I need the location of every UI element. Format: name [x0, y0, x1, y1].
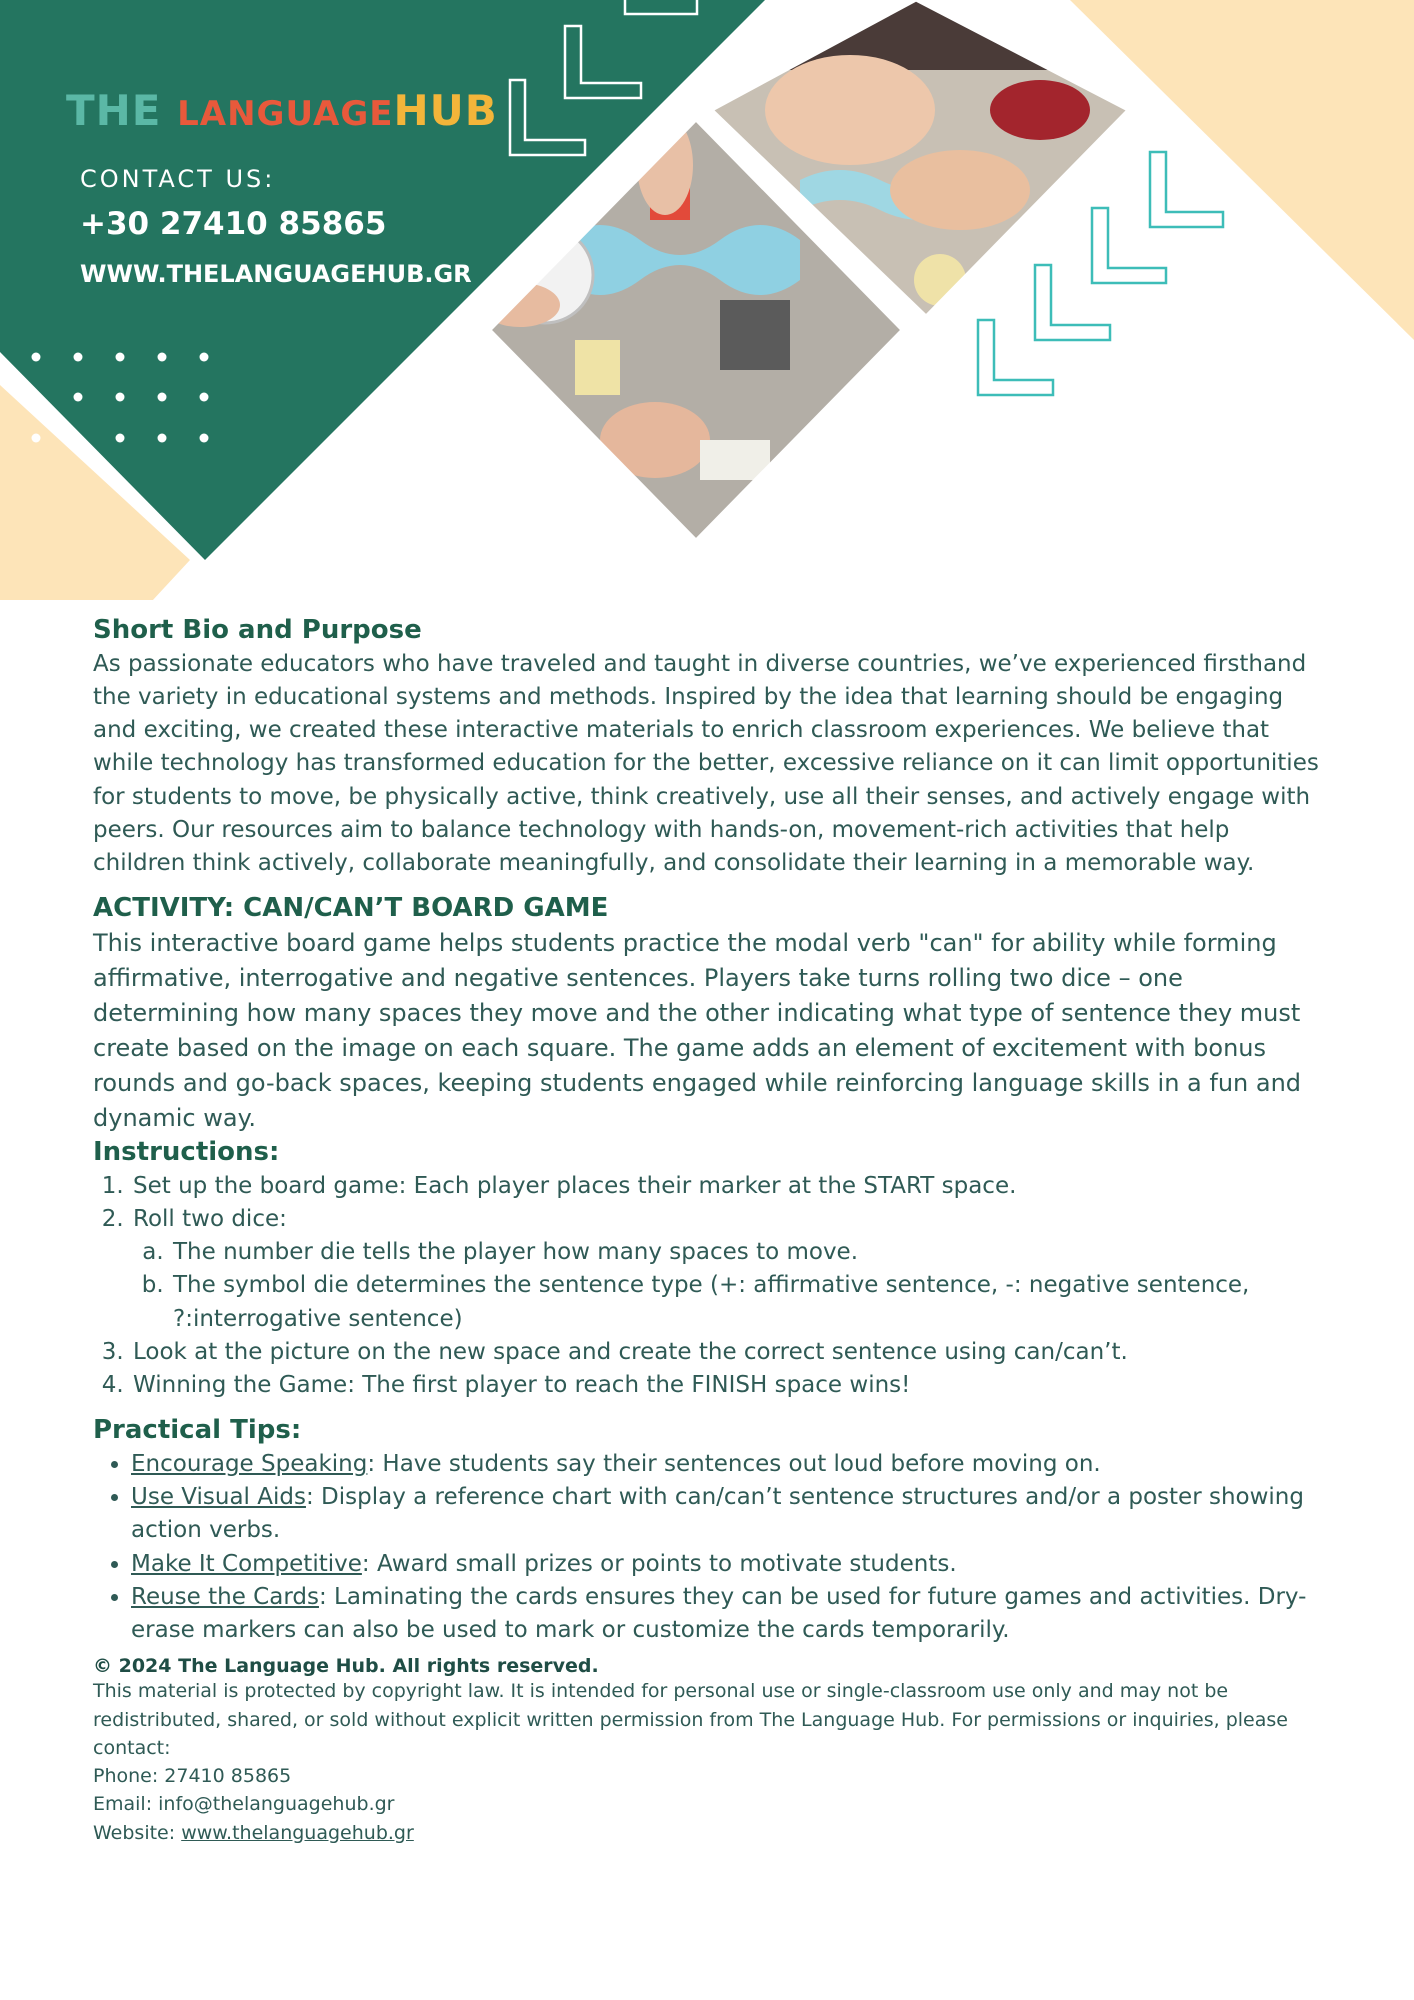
tips-heading: Practical Tips:	[93, 1415, 302, 1446]
header-banner	[0, 0, 1414, 600]
logo-word-hub: HUB	[393, 86, 498, 135]
tip-title: Encourage Speaking	[131, 1451, 368, 1478]
copyright-notice: This material is protected by copyright law. It is intended for personal use or single-classroom use only and may not be redistributed, shared, or sold without explicit written permission from The Language Hub. For permissions or inquiries, please contact:	[93, 1680, 1288, 1759]
activity-heading: ACTIVITY: CAN/CAN’T BOARD GAME	[93, 893, 609, 924]
tip-item: • Use Visual Aids: Display a reference chart with can/can’t sentence structures and/or a poster showing action verbs.	[131, 1481, 1323, 1547]
contact-label: CONTACT US:	[80, 165, 276, 193]
logo-word-the: THE	[66, 86, 178, 135]
instruction-substep: a. The number die tells the player how many spaces to move.	[171, 1236, 1323, 1269]
tip-item: • Reuse the Cards: Laminating the cards ensures they can be used for future games and activities. Dry-erase markers can also be used to mark or customize the cards temporarily.	[131, 1581, 1323, 1647]
tip-item: • Encourage Speaking: Have students say their sentences out loud before moving on.	[131, 1448, 1323, 1481]
website-link[interactable]: www.thelanguagehub.gr	[181, 1821, 414, 1844]
bio-text: As passionate educators who have traveled and taught in diverse countries, we’ve experienced firsthand the variety in educational systems and methods. Inspired by the idea that learning should be engaging and exciting, we created these interactive materials to enrich classroom experiences. We believe that while technology has transformed education for the better, excessive reliance on it can limit opportunities for students to move, be physically active, think creatively, use all their senses, and actively engage with peers. Our resources aim to balance technology with hands-on, movement-rich activities that help children think actively, collaborate meaningfully, and consolidate their learning in a memorable way.	[93, 650, 1319, 877]
tip-title: Use Visual Aids	[131, 1484, 306, 1511]
footer-email: Email: info@thelanguagehub.gr	[93, 1793, 395, 1816]
instruction-step: 4. Winning the Game: The first player to reach the FINISH space wins!	[131, 1369, 1323, 1402]
contact-phone: +30 27410 85865	[80, 206, 387, 242]
instruction-step: 3. Look at the picture on the new space and create the correct sentence using can/can’t.	[131, 1336, 1323, 1369]
activity-text: This interactive board game helps students practice the modal verb "can" for ability while forming affirmative, interrogative and negative sentences. Players take turns rolling two dice – one determining how many spaces they move and the other indicating what type of sentence they must create based on the image on each square. The game adds an element of excitement with bonus rounds and go-back spaces, keeping students engaged while reinforcing language skills in a fun and dynamic way.	[93, 929, 1302, 1133]
instruction-step: 2. Roll two dice: a. The number die tells the player how many spaces to move. b. The symbol die determines the sentence type (+: affirmative sentence, -: negative sentence, ?:interrogative sentence)	[131, 1203, 1323, 1336]
footer-website: Website: www.thelanguagehub.gr	[93, 1821, 414, 1844]
bio-heading: Short Bio and Purpose	[93, 615, 422, 645]
logo	[66, 86, 498, 135]
tip-title: Reuse the Cards	[131, 1583, 319, 1610]
logo-word-language: LANGUAGE	[177, 94, 394, 134]
instructions-heading: Instructions:	[93, 1137, 280, 1168]
instruction-step: 1. Set up the board game: Each player places their marker at the START space.	[131, 1170, 1323, 1203]
cream-triangle-right	[1070, 0, 1414, 340]
main-content	[93, 614, 1323, 1847]
instructions-list	[93, 1170, 1323, 1402]
tip-item: • Make It Competitive: Award small prizes or points to motivate students.	[131, 1548, 1323, 1581]
tips-list	[93, 1448, 1323, 1647]
copyright-line: © 2024 The Language Hub. All rights reserved.	[93, 1655, 599, 1678]
instruction-substep: b. The symbol die determines the sentence type (+: affirmative sentence, -: negative sentence, ?:interrogative sentence)	[171, 1269, 1323, 1335]
contact-website: WWW.THELANGUAGEHUB.GR	[80, 260, 472, 288]
tip-title: Make It Competitive	[131, 1550, 362, 1577]
instruction-substeps	[133, 1236, 1323, 1336]
footer-phone: Phone: 27410 85865	[93, 1765, 292, 1788]
